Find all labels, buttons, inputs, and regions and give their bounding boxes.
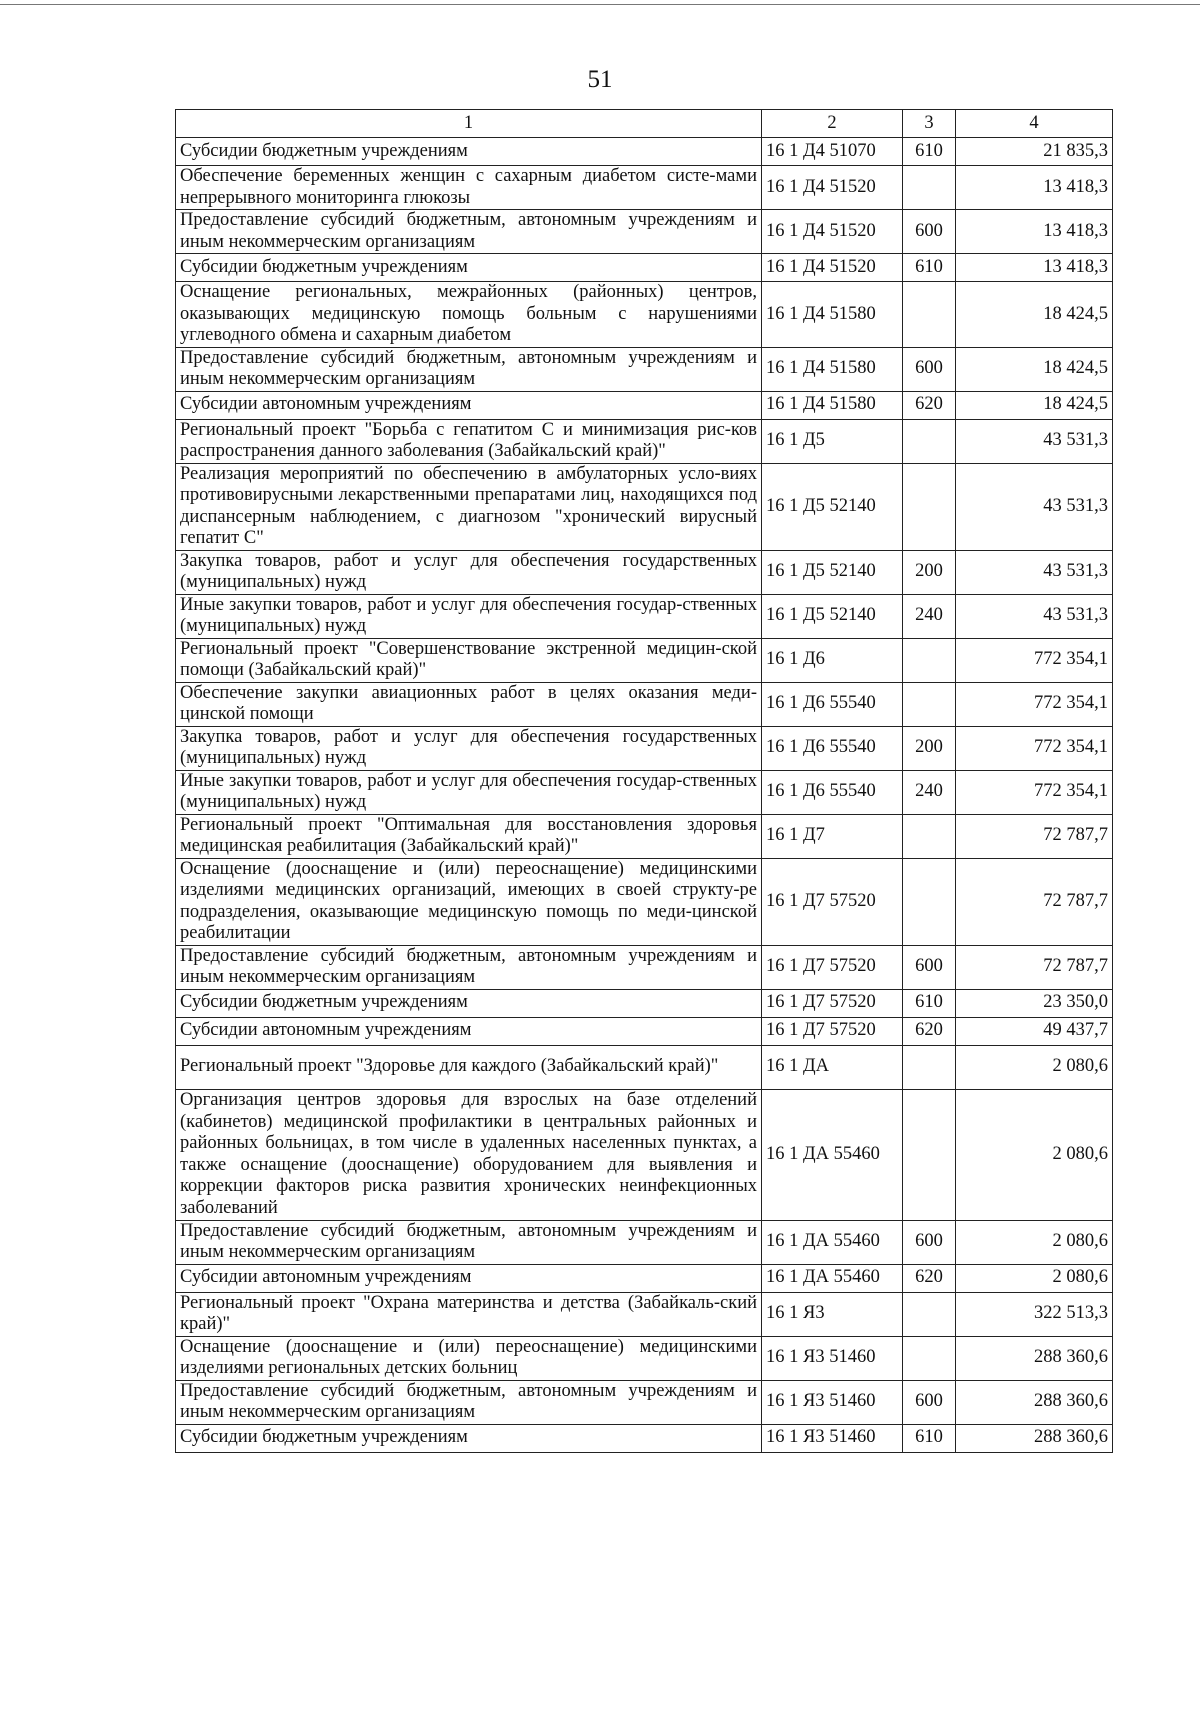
row-vr-cell: 600 (903, 945, 956, 989)
row-vr-cell: 610 (903, 254, 956, 282)
table-row (176, 391, 1113, 419)
row-code-cell: 16 1 Д6 55540 (762, 682, 903, 726)
row-name-cell: Субсидии автономным учреждениям (176, 1017, 762, 1045)
table-row (176, 347, 1113, 391)
row-code-cell: 16 1 Д5 52140 (762, 594, 903, 638)
row-vr-cell: 600 (903, 347, 956, 391)
row-name-cell: Иные закупки товаров, работ и услуг для обеспечения государ-ственных (муниципальных) нужд (176, 770, 762, 814)
row-amount-cell: 2 080,6 (956, 1045, 1113, 1089)
row-vr-cell: 620 (903, 1017, 956, 1045)
row-vr-cell: 610 (903, 138, 956, 166)
header-col-vr: 3 (903, 110, 956, 138)
row-vr-cell: 240 (903, 770, 956, 814)
row-amount-cell: 13 418,3 (956, 166, 1113, 210)
header-col-amount: 4 (956, 110, 1113, 138)
row-code-cell: 16 1 Д4 51580 (762, 282, 903, 348)
row-name-cell: Субсидии бюджетным учреждениям (176, 138, 762, 166)
row-name-cell: Обеспечение беременных женщин с сахарным диабетом систе-мами непрерывного мониторинга глюкозы (176, 166, 762, 210)
row-code-cell: 16 1 Д4 51580 (762, 391, 903, 419)
table-row (176, 550, 1113, 594)
row-vr-cell (903, 166, 956, 210)
row-code-cell: 16 1 Я3 (762, 1292, 903, 1336)
table-row (176, 1017, 1113, 1045)
row-amount-cell: 288 360,6 (956, 1380, 1113, 1424)
row-name-cell: Предоставление субсидий бюджетным, автономным учреждениям и иным некоммерческим организациям (176, 210, 762, 254)
table-row (176, 726, 1113, 770)
row-code-cell: 16 1 Д4 51580 (762, 347, 903, 391)
row-code-cell: 16 1 ДА 55460 (762, 1264, 903, 1292)
row-name-cell: Региональный проект "Здоровье для каждого (Забайкальский край)" (176, 1045, 762, 1089)
header-col-code: 2 (762, 110, 903, 138)
row-code-cell: 16 1 Д7 (762, 814, 903, 858)
row-vr-cell: 610 (903, 989, 956, 1017)
table-row (176, 1045, 1113, 1089)
row-name-cell: Субсидии бюджетным учреждениям (176, 989, 762, 1017)
table-row (176, 1220, 1113, 1264)
page-number: 51 (587, 66, 613, 93)
row-amount-cell: 288 360,6 (956, 1424, 1113, 1452)
table-row (176, 254, 1113, 282)
row-vr-cell (903, 1045, 956, 1089)
row-code-cell: 16 1 Д7 57520 (762, 858, 903, 945)
row-amount-cell: 2 080,6 (956, 1089, 1113, 1220)
row-code-cell: 16 1 Д7 57520 (762, 945, 903, 989)
row-amount-cell: 13 418,3 (956, 210, 1113, 254)
row-name-cell: Оснащение (дооснащение и (или) переоснащение) медицинскими изделиями медицинских организаций, имеющих в своей структу-ре подразделения, оказывающие медицинскую помощь по меди-цинской реабилитации (176, 858, 762, 945)
row-amount-cell: 72 787,7 (956, 945, 1113, 989)
row-code-cell: 16 1 Д4 51520 (762, 166, 903, 210)
table-row (176, 166, 1113, 210)
row-code-cell: 16 1 Я3 51460 (762, 1424, 903, 1452)
row-amount-cell: 43 531,3 (956, 550, 1113, 594)
row-amount-cell: 23 350,0 (956, 989, 1113, 1017)
row-code-cell: 16 1 Д5 52140 (762, 463, 903, 550)
row-code-cell: 16 1 ДА 55460 (762, 1089, 903, 1220)
row-vr-cell: 600 (903, 1220, 956, 1264)
row-amount-cell: 2 080,6 (956, 1220, 1113, 1264)
row-name-cell: Оснащение (дооснащение и (или) переоснащение) медицинскими изделиями региональных детских больниц (176, 1336, 762, 1380)
table-row (176, 1292, 1113, 1336)
table-row (176, 463, 1113, 550)
row-code-cell: 16 1 Д4 51520 (762, 210, 903, 254)
table-row (176, 989, 1113, 1017)
table-row (176, 638, 1113, 682)
table-row (176, 419, 1113, 463)
row-vr-cell (903, 1292, 956, 1336)
row-vr-cell: 600 (903, 210, 956, 254)
row-name-cell: Организация центров здоровья для взрослых на базе отделений (кабинетов) медицинской профилактики в центральных районных и районных больницах, в том числе в удаленных населенных пунктах, а также оснащение (дооснащение) оборудованием для выявления и коррекции факторов риска развития хронических неинфекционных заболеваний (176, 1089, 762, 1220)
table-row (176, 945, 1113, 989)
table-row (176, 1380, 1113, 1424)
table-row (176, 814, 1113, 858)
table-row (176, 858, 1113, 945)
row-vr-cell: 620 (903, 1264, 956, 1292)
row-name-cell: Субсидии бюджетным учреждениям (176, 1424, 762, 1452)
row-code-cell: 16 1 Д4 51520 (762, 254, 903, 282)
row-name-cell: Субсидии бюджетным учреждениям (176, 254, 762, 282)
table-row (176, 210, 1113, 254)
row-name-cell: Закупка товаров, работ и услуг для обеспечения государственных (муниципальных) нужд (176, 550, 762, 594)
row-code-cell: 16 1 Д6 55540 (762, 726, 903, 770)
row-amount-cell: 49 437,7 (956, 1017, 1113, 1045)
row-name-cell: Региональный проект "Борьба с гепатитом С и минимизация рис-ков распространения данного заболевания (Забайкальский край)" (176, 419, 762, 463)
row-name-cell: Субсидии автономным учреждениям (176, 1264, 762, 1292)
row-code-cell: 16 1 Я3 51460 (762, 1380, 903, 1424)
row-code-cell: 16 1 ДА 55460 (762, 1220, 903, 1264)
row-code-cell: 16 1 Д6 55540 (762, 770, 903, 814)
page-top-border (0, 4, 1200, 5)
row-name-cell: Региональный проект "Совершенствование экстренной медицин-ской помощи (Забайкальский край)" (176, 638, 762, 682)
row-vr-cell (903, 419, 956, 463)
row-name-cell: Обеспечение закупки авиационных работ в целях оказания меди-цинской помощи (176, 682, 762, 726)
row-code-cell: 16 1 Д7 57520 (762, 989, 903, 1017)
table-row (176, 770, 1113, 814)
row-amount-cell: 72 787,7 (956, 814, 1113, 858)
row-amount-cell: 18 424,5 (956, 347, 1113, 391)
row-code-cell: 16 1 ДА (762, 1045, 903, 1089)
budget-table (175, 109, 1113, 1453)
row-vr-cell: 600 (903, 1380, 956, 1424)
row-vr-cell: 610 (903, 1424, 956, 1452)
row-vr-cell: 200 (903, 726, 956, 770)
table-row (176, 138, 1113, 166)
row-amount-cell: 18 424,5 (956, 391, 1113, 419)
row-code-cell: 16 1 Д5 (762, 419, 903, 463)
row-amount-cell: 21 835,3 (956, 138, 1113, 166)
row-amount-cell: 13 418,3 (956, 254, 1113, 282)
table-row (176, 1264, 1113, 1292)
row-amount-cell: 18 424,5 (956, 282, 1113, 348)
row-vr-cell: 200 (903, 550, 956, 594)
row-vr-cell (903, 682, 956, 726)
row-amount-cell: 288 360,6 (956, 1336, 1113, 1380)
row-amount-cell: 772 354,1 (956, 726, 1113, 770)
row-name-cell: Предоставление субсидий бюджетным, автономным учреждениям и иным некоммерческим организациям (176, 945, 762, 989)
header-col-name: 1 (176, 110, 762, 138)
row-vr-cell (903, 858, 956, 945)
row-name-cell: Оснащение региональных, межрайонных (районных) центров, оказывающих медицинскую помощь больным с нарушениями углеводного обмена и сахарным диабетом (176, 282, 762, 348)
row-name-cell: Предоставление субсидий бюджетным, автономным учреждениям и иным некоммерческим организациям (176, 1220, 762, 1264)
row-vr-cell: 620 (903, 391, 956, 419)
table-body (176, 138, 1113, 1453)
table-row (176, 1424, 1113, 1452)
row-vr-cell (903, 282, 956, 348)
row-amount-cell: 322 513,3 (956, 1292, 1113, 1336)
row-name-cell: Региональный проект "Оптимальная для восстановления здоровья медицинская реабилитация (Забайкальский край)" (176, 814, 762, 858)
row-name-cell: Реализация мероприятий по обеспечению в амбулаторных усло-виях противовирусными лекарственными препаратами лиц, находящихся под диспансерным наблюдением, с диагнозом "хронический вирусный гепатит С" (176, 463, 762, 550)
table-header-row (176, 110, 1113, 138)
row-vr-cell (903, 1336, 956, 1380)
row-amount-cell: 772 354,1 (956, 770, 1113, 814)
table-row (176, 1089, 1113, 1220)
row-name-cell: Предоставление субсидий бюджетным, автономным учреждениям и иным некоммерческим организациям (176, 1380, 762, 1424)
row-vr-cell (903, 814, 956, 858)
row-code-cell: 16 1 Д5 52140 (762, 550, 903, 594)
row-amount-cell: 72 787,7 (956, 858, 1113, 945)
row-code-cell: 16 1 Я3 51460 (762, 1336, 903, 1380)
table-row (176, 682, 1113, 726)
row-vr-cell: 240 (903, 594, 956, 638)
row-vr-cell (903, 463, 956, 550)
row-name-cell: Иные закупки товаров, работ и услуг для обеспечения государ-ственных (муниципальных) нужд (176, 594, 762, 638)
row-name-cell: Субсидии автономным учреждениям (176, 391, 762, 419)
row-name-cell: Региональный проект "Охрана материнства и детства (Забайкаль-ский край)" (176, 1292, 762, 1336)
row-code-cell: 16 1 Д7 57520 (762, 1017, 903, 1045)
row-code-cell: 16 1 Д4 51070 (762, 138, 903, 166)
row-amount-cell: 43 531,3 (956, 594, 1113, 638)
row-vr-cell (903, 638, 956, 682)
row-amount-cell: 2 080,6 (956, 1264, 1113, 1292)
row-name-cell: Закупка товаров, работ и услуг для обеспечения государственных (муниципальных) нужд (176, 726, 762, 770)
row-vr-cell (903, 1089, 956, 1220)
table-row (176, 594, 1113, 638)
table-row (176, 1336, 1113, 1380)
row-amount-cell: 772 354,1 (956, 682, 1113, 726)
row-amount-cell: 43 531,3 (956, 419, 1113, 463)
row-name-cell: Предоставление субсидий бюджетным, автономным учреждениям и иным некоммерческим организациям (176, 347, 762, 391)
row-code-cell: 16 1 Д6 (762, 638, 903, 682)
row-amount-cell: 43 531,3 (956, 463, 1113, 550)
table-row (176, 282, 1113, 348)
row-amount-cell: 772 354,1 (956, 638, 1113, 682)
